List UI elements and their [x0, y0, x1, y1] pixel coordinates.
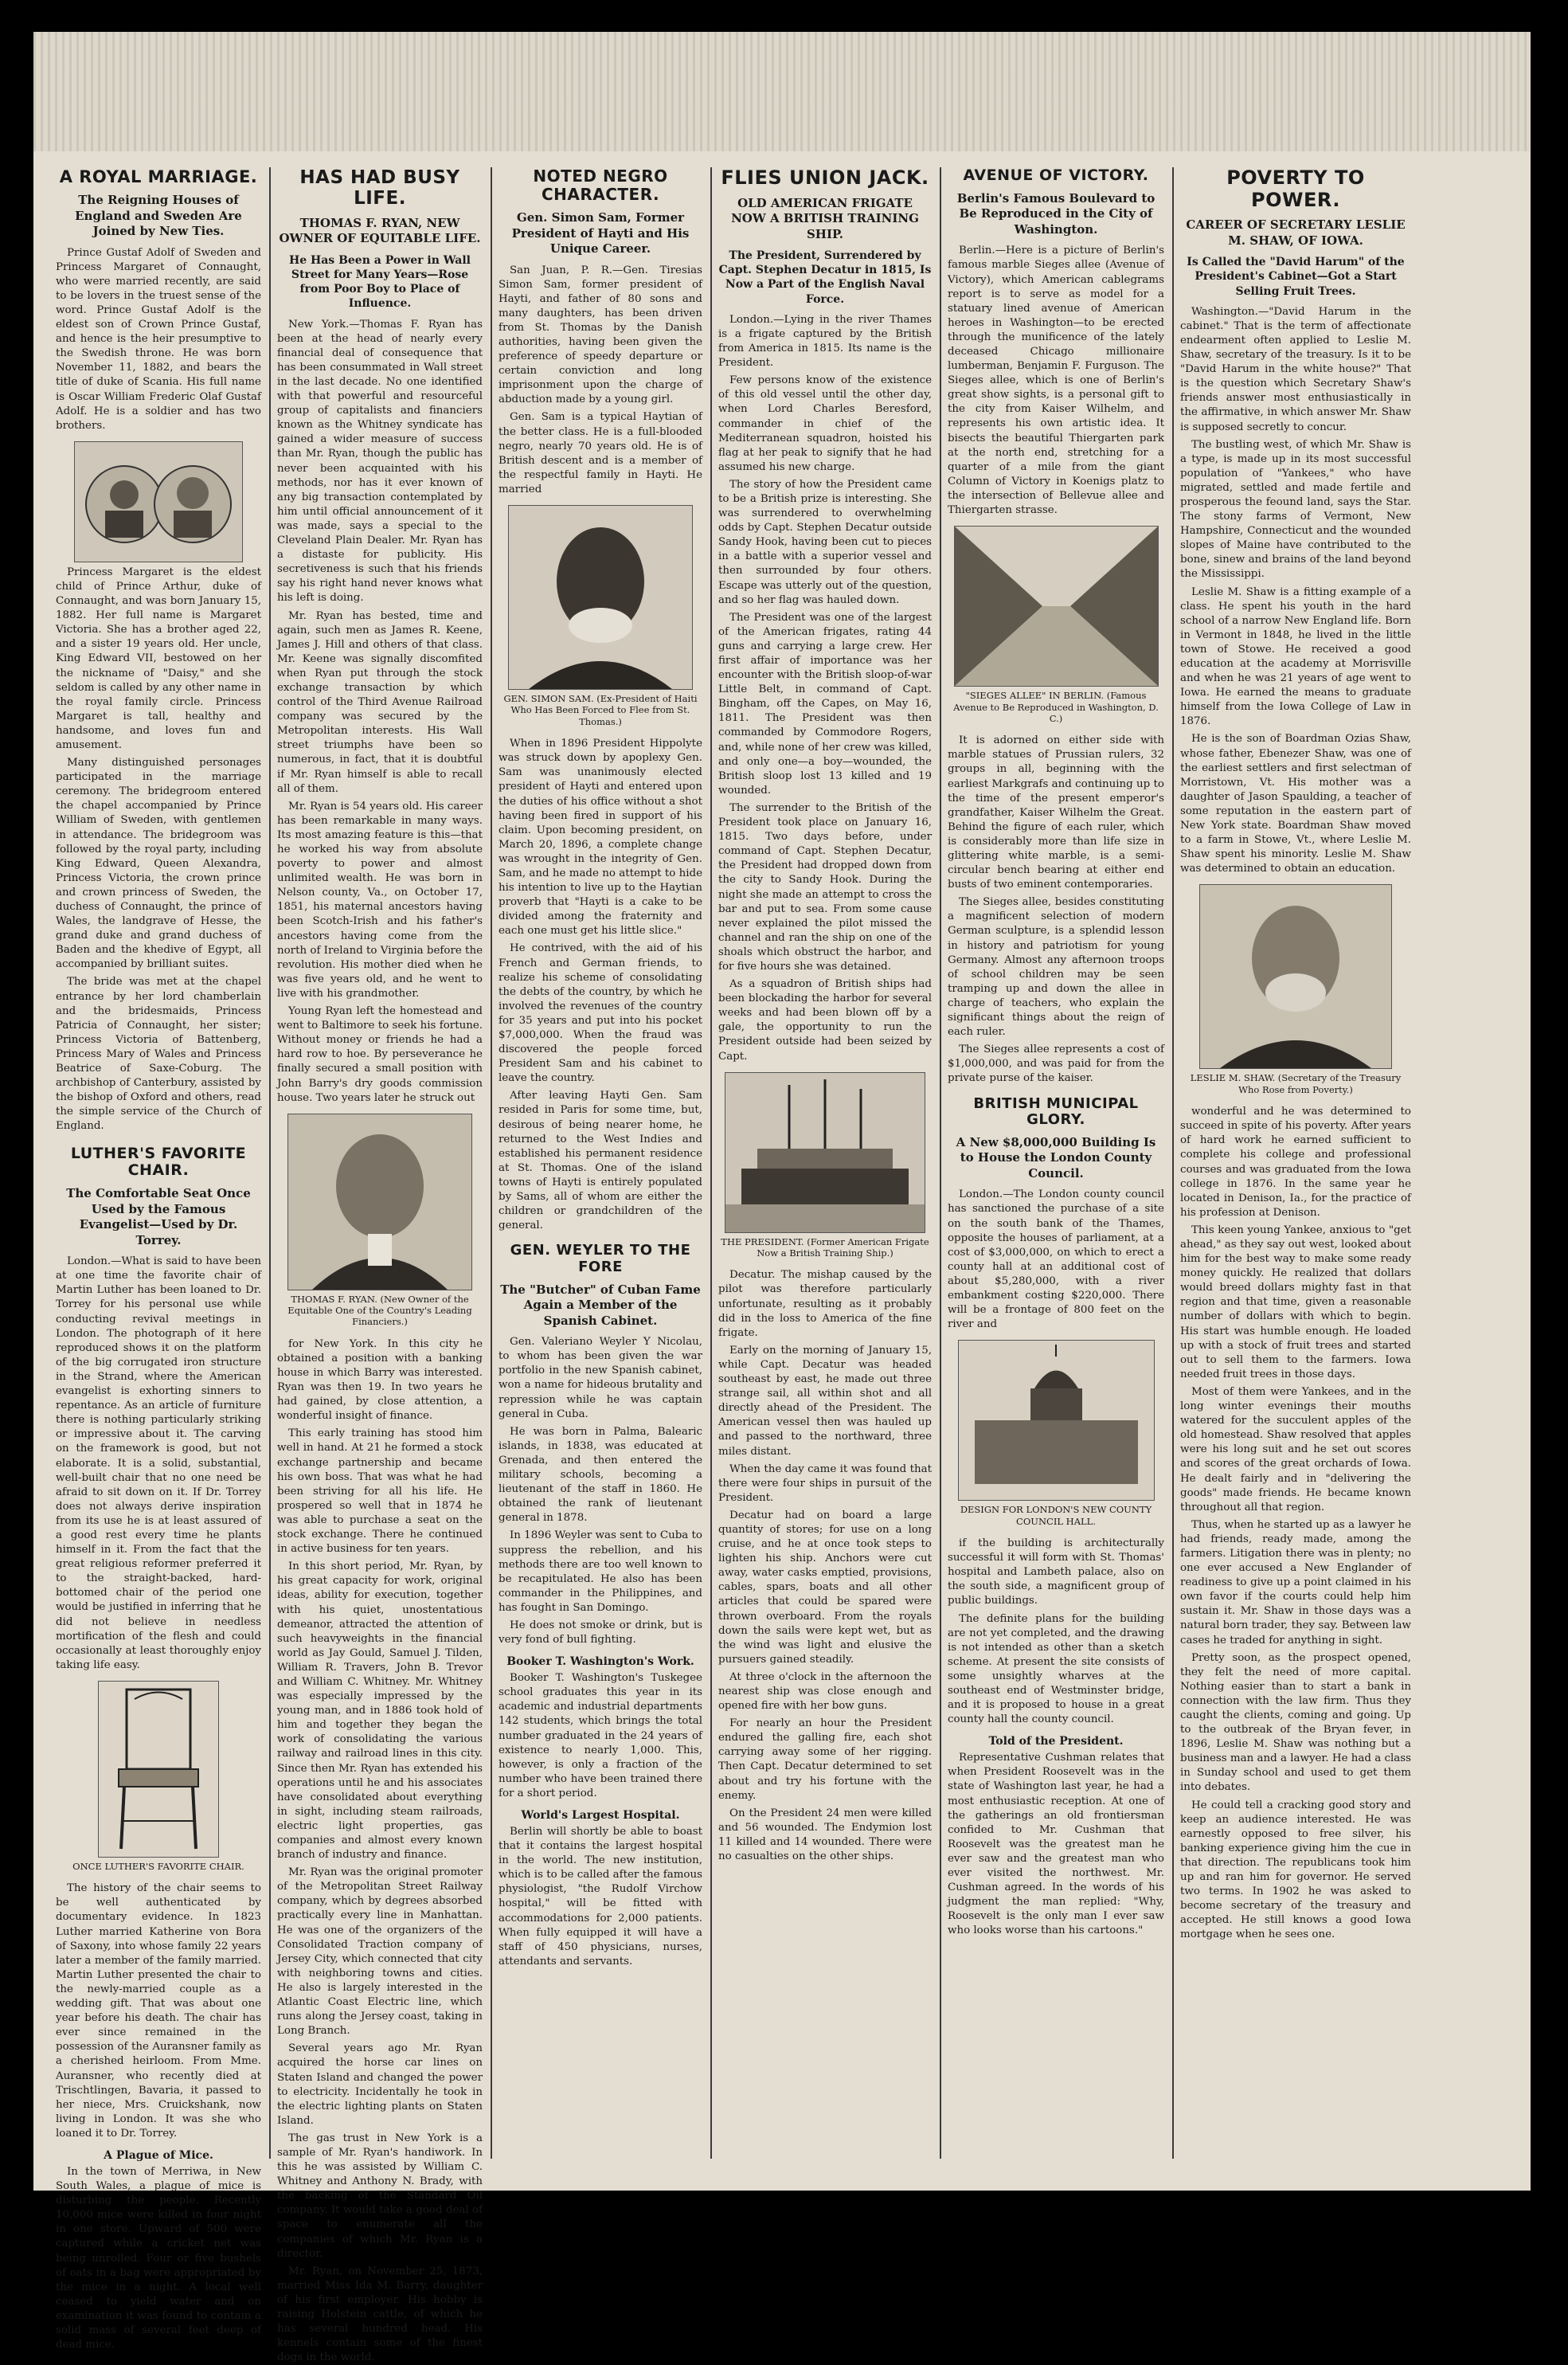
paragraph: After leaving Hayti Gen. Sam resided in Paris for some time, but, desirous of being nearer home, he returned to the West Indies and established his permanent residence at St. Thomas. One of the island towns of Hayti is entirely populated by Sams, all of whom are either the children or grandchildren of the general. — [499, 1090, 702, 1232]
column-negro-character — [499, 167, 702, 2159]
paragraph: Booker T. Washington's Tuskegee school graduates this year in its academic and industrial departments 142 students, which brings the total number graduated in the 24 years of existence to nearly 1,000. This, however, is only a fraction of the number who have been trained there for a short period. — [499, 1672, 702, 1799]
headline-avenue-victory: AVENUE OF VICTORY. — [963, 166, 1149, 184]
paragraph: In the town of Merriwa, in New South Wales, a plague of mice is disturbing the people. Recently 10,000 mice were killed in four night in one store. Upward of 500 were captured while a cricket net was being unrolled. Four or five bushels of oats in a bag were appropriated by the mice in a night. A local well ceased to yield water and on examination it was found to contain a solid mass of several feet deep of dead mice. — [56, 2165, 261, 2351]
paragraph: The gas trust in New York is a sample of Mr. Ryan's handiwork. In this he was assisted by William C. Whitney and Anthony N. Brady, with the backing of the Standard Oil company. It would take a good deal of space to enumerate all the companies of which Mr. Ryan is a director. — [277, 2132, 483, 2260]
paragraph: Mr. Ryan is 54 years old. His career has been remarkable in many ways. Its most amazing feature is this—that he worked his way from absolute poverty to power and almost unlimited wealth. He was born in Nelson county, Va., on October 17, 1851, his maternal ancestors having been Scotch-Irish and his father's ancestors having come from the north of Ireland to Virginia before the revolution. His mother died when he was five years old, and he went to live with his grandmother. — [277, 800, 483, 1000]
paragraph: He contrived, with the aid of his French and German friends, to realize his scheme of consolidating the debts of the country, by which he involved the revenues of the country for 35 years and put into his pocket $7,000,000. When the fraud was discovered the people forced President Sam and his cabinet to leave the country. — [499, 942, 702, 1085]
shaw-portrait-drawing — [1200, 885, 1391, 1068]
deck-county-council: A New $8,000,000 Building Is to House the London County Council. — [956, 1134, 1156, 1181]
paragraph: As a squadron of British ships had been blockading the harbor for several weeks and had been blown off by a gale, the opportunity to run the President outside had been seized by Capt. — [718, 978, 932, 1063]
column-royal-marriage — [56, 167, 261, 2351]
paragraph: In this short period, Mr. Ryan, by his great capacity for work, original ideas, ability for execution, together with his quiet, unostentatious demeanor, attracted the attention of such heavyweights in the financial world as Jay Gould, Samuel J. Tilden, William R. Travers, John B. Trevor and William C. Whitney. Mr. Whitney was especially impressed by the young man, and in 1886 took hold of him and together they began the work of consolidating the various railway and railroad lines in this city. Since then Mr. Ryan has extended his operations until he and his associates have consolidated about everything in sight, including steam railroads, electric light properties, gas companies and almost every known branch of industry and finance. — [277, 1560, 483, 1862]
paragraph: The Sieges allee represents a cost of $1,000,000, and was paid for from the private purse of the kaiser. — [948, 1043, 1164, 1085]
paragraph: Most of them were Yankees, and in the long winter evenings their mouths watered for the succulent apples of the old homestead. Shaw resolved that apples were his long suit and he set out scores and scores of the great orchards of Iowa. He dealt fairly and in "delivering the goods" made friends. He became known throughout all that region. — [1180, 1385, 1411, 1513]
paragraph: This keen young Yankee, anxious to "get ahead," as they say out west, looked about him for the best way to make some ready money quickly. He realized that dollars would breed dollars mighty fast in that region and that time, given a reasonable number of dollars with which to begin. His start was humble enough. He loaded up with a stock of fruit trees and started out to sell them to the farmers. Iowa needed fruit trees in those days. — [1180, 1224, 1411, 1380]
paragraph: He does not smoke or drink, but is very fond of bull fighting. — [499, 1619, 702, 1646]
caption-county-hall: DESIGN FOR LONDON'S NEW COUNTY COUNCIL HALL. — [960, 1504, 1152, 1527]
paragraph: if the building is architecturally successful it will form with St. Thomas' hospital and Lambeth palace, also on the south side, a magnificent group of public buildings. — [948, 1537, 1164, 1607]
paragraph: When in 1896 President Hippolyte was struck down by apoplexy Gen. Sam was unanimously elected president of Hayti and entered upon the duties of his office without a shot having been fired in support of his claim. Upon becoming president, on March 20, 1896, a complete change was wrought in the integrity of Gen. Sam, and he made no attempt to hide his intention to live up to the Haytian proverb that "Hayti is a cake to be divided among the fraternity and each one must get his little slice." — [499, 738, 702, 938]
paragraph: The bride was met at the chapel entrance by her lord chamberlain and the bridesmaids, Princess Patricia of Connaught, her sister; Princess Victoria of Battenberg, Princess Mary of Wales and Princess Beatrice of Saxe-Coburg. The archbishop of Canterbury, assisted by the bishop of Oxford and others, read the simple service of the Church of England. — [56, 976, 261, 1133]
luther-chair-illustration — [98, 1681, 219, 1858]
paragraph: Early on the morning of January 15, while Capt. Decatur was headed southeast by east, he made out three strange sail, all within shot and all directly ahead of the President. The American vessel then was hauled up and passed to the northward, three miles distant. — [718, 1344, 932, 1458]
paragraph: Gen. Valeriano Weyler Y Nicolau, to whom has been given the war portfolio in the new Spanish cabinet, won a name for hideous brutality and repression while he was captain general in Cuba. — [499, 1336, 702, 1420]
deck-frigate-sub: The President, Surrendered by Capt. Stephen Decatur in 1815, Is Now a Part of the English Naval Force. — [718, 249, 932, 306]
paragraph: At three o'clock in the afternoon the nearest ship was close enough and opened fire with her bow guns. — [718, 1670, 932, 1713]
headline-weyler: GEN. WEYLER TO THE FORE — [510, 1242, 691, 1275]
paragraph: Mr. Ryan has bested, time and again, such men as James R. Keene, James J. Hill and others of that class. Mr. Keene was signally discomfited when Ryan put through the stock exchange transaction by which control of the Third Avenue Railroad company was secured by the Metropolitan interests. His Wall street triumphs have been so numerous, in fact, that it is doubtful if Mr. Ryan himself is able to recall all of them. — [277, 609, 483, 795]
paragraph: The bustling west, of which Mr. Shaw is a type, is made up in its most successful population of "Yankees," who have migrated, settled and made fertile and prosperous the feound land, says the Star. The stony farms of Vermont, New Hampshire, Connecticut and the wounded slopes of Maine have contributed to the bone, sinew and brains of the land beyond the Mississippi. — [1180, 438, 1411, 581]
caption-simon-sam: GEN. SIMON SAM. (Ex-President of Haiti Who Has Been Forced to Flee from St. Thomas.) — [503, 693, 698, 727]
column-avenue-victory — [948, 167, 1164, 2159]
paragraph: Princess Margaret is the eldest child of Prince Arthur, duke of Connaught, and was born January 15, 1882. Her full name is Margaret Victoria. She has a brother aged 22, and a sister 19 years old. Her uncle, King Edward VII, bestowed on her the nickname of "Daisy," and she seldom is called by any other name in the royal family circle. Princess Margaret is tall, healthy and handsome, and loves fun and amusement. — [56, 566, 261, 751]
caption-thomas-ryan: THOMAS F. RYAN. (New Owner of the Equitable One of the Country's Leading Financiers.) — [287, 1293, 472, 1328]
portrait-illustration — [75, 442, 242, 562]
portrait-leslie-shaw — [1199, 884, 1392, 1069]
subhead-booker-washington: Booker T. Washington's Work. — [506, 1655, 694, 1669]
paragraph: He was born in Palma, Balearic islands, in 1838, was educated at Grenada, and then entered the military schools, becoming a lieutenant of the staff in 1860. He obtained the rank of lieutenant general in 1878. — [499, 1425, 702, 1525]
headline-union-jack: FLIES UNION JACK. — [721, 166, 929, 189]
paragraph: Pretty soon, as the prospect opened, they felt the need of more capital. Nothing easier than to start a bank in connection with the law firm. Thus they caught the clients, coming and going. Up to the outbreak of the Bryan fever, in 1896, Leslie M. Shaw was nothing but a business man and a lawyer. He had a class in Sunday school and used to get them into debates. — [1180, 1651, 1411, 1794]
paragraph: On the President 24 men were killed and 56 wounded. The Endymion lost 11 killed and 14 wounded. There were no casualties on the other ships. — [718, 1807, 932, 1863]
subhead-largest-hospital: World's Largest Hospital. — [521, 1809, 680, 1822]
paragraph: Mr. Ryan, on November 25, 1873, married Miss Ida M. Barry, daughter of his first employer. His hobby is raising Holstein cattle, of which he has several hundred head. His kennels contain some of the finest dogs in the world. — [277, 2265, 483, 2364]
paragraph: In 1896 Weyler was sent to Cuba to suppress the rebellion, and his methods there are too well known to be recapitulated. He also has been commander in the Philippines, and has fought in San Domingo. — [499, 1529, 702, 1614]
column-busy-life — [277, 167, 483, 2364]
chair-drawing — [99, 1682, 218, 1857]
royal-couple-portraits — [74, 441, 243, 562]
paragraph: Many distinguished personages participated in the marriage ceremony. The bridegroom entered the chapel accompanied by Prince William of Sweden, with gentlemen in attendance. The bridegroom was followed by the royal party, including King Edward, Queen Alexandra, Princess Victoria, the crown prince and crown princess of Sweden, the duchess of Connaught, the prince of Wales, the landgrave of Hesse, the grand duke and grand duchess of Baden and the khedive of Egypt, all accompanied by brilliant suites. — [56, 757, 261, 971]
subhead-told-of-president: Told of the President. — [988, 1735, 1124, 1748]
paragraph: The definite plans for the building are not yet completed, and the drawing is not intended as other than a sketch scheme. At present the site consists of some unsightly wharves at the southeast end of Westminster bridge, and it is proposed to house in a great county hall the county council. — [948, 1612, 1164, 1726]
subhead-plague-of-mice: A Plague of Mice. — [104, 2148, 213, 2162]
paragraph: The President was one of the largest of the American frigates, rating 44 guns and carrying a large crew. Her first affair of importance was her encounter with the British sloop-of-war Little Belt, in command of Capt. Bingham, off the Capes, on May 16, 1811. The President was then commanded by Commodore Rogers, and, while none of her crew was killed, and only one—a boy—wounded, the British sloop lost 13 killed and 19 wounded. — [718, 611, 932, 797]
deck-shaw-sub: Is Called the "David Harum" of the President's Cabinet—Got a Start Selling Fruit Trees. — [1187, 256, 1405, 298]
caption-luther-chair: ONCE LUTHER'S FAVORITE CHAIR. — [72, 1860, 244, 1872]
paragraph: When the day came it was found that there were four ships in pursuit of the President. — [718, 1462, 932, 1504]
paragraph: London.—What is said to have been at one time the favorite chair of Martin Luther has been loaned to Dr. Torrey for his personal use while conducting revival meetings in London. The photograph of it here reproduced shows it on the platform of the big corrugated iron structure in the Strand, where the American evangelist is exhorting sinners to repentance. As an article of furniture there is nothing particularly striking or impressive about it. The carving on the framework is good, but not elaborate. It is a solid, substantial, well-built chair that no one need be afraid to sit down on it. If Dr. Torrey does not always derive inspiration from its use he is at least assured of a good rest every time he plants himself in it. From the fact that the great religious reformer preferred it to the straight-backed, hard-bottomed chair of the period one would be justified in inferring that he did not believe in needless mortification of the flesh and could occasionally at least thoroughly enjoy taking life easy. — [56, 1255, 261, 1671]
headline-poverty-power: POVERTY TO POWER. — [1226, 166, 1365, 211]
paragraph: Decatur. The mishap caused by the pilot was therefore particularly unfortunate, resulting as it probably did in the loss to America of the fine frigate. — [718, 1269, 932, 1339]
paragraph: New York.—Thomas F. Ryan has been at the head of nearly every financial deal of consequence that has been consummated in Wall street in the last decade. No one identified with that powerful and resourceful group of capitalists and financiers known as the Whitney syndicate has gained a wider measure of success than Mr. Ryan, though the public has never been acquainted with his methods, nor has it ever known of any big transaction contemplated by him until official announcement of it was made, says a special to the Cleveland Plain Dealer. Mr. Ryan has a distaste for publicity. His secretiveness is such that his friends say his right hand never knows what his left is doing. — [277, 318, 483, 605]
paragraph: Leslie M. Shaw is a fitting example of a class. He spent his youth in the hard school of a narrow New England life. Born in Vermont in 1848, he lived in the little town of Stowe. He received a good education at the academy at Morrisville and when he was 21 years of age went to Iowa. He earned the means to graduate himself from the Iowa College of Law in 1876. — [1180, 585, 1411, 728]
column-rule — [940, 167, 941, 2159]
paragraph: wonderful and he was determined to succeed in spite of his poverty. After years of hard work he earned sufficient to complete his college and professional courses and was graduated from the Iowa college in 1876. In the same year he located in Denison, Ia., for the practice of his profession at Denison. — [1180, 1106, 1411, 1219]
frigate-president-illustration — [725, 1072, 925, 1233]
paragraph: Thus, when he started up as a lawyer he had friends, ready made, among the farmers. Litigation there was in plenty; no one ever accused a New Englander of readiness to give up a point claimed in his own favor if the courts could help him sustain it. Mr. Shaw in those days was a natural born trader, they say. Between law cases he traded for anything in sight. — [1180, 1518, 1411, 1646]
paragraph: for New York. In this city he obtained a position with a banking house in which Barry was interested. Ryan was then 19. In two years he had gained, by close attention, a wonderful insight of finance. — [277, 1337, 483, 1423]
headline-noted-character: NOTED NEGRO CHARACTER. — [533, 166, 668, 204]
paragraph: Gen. Sam is a typical Haytian of the better class. He is a full-blooded negro, nearly 70 years old. He is of British descent and is a member of the respectful family in Hayti. He married — [499, 411, 702, 495]
ship-drawing — [725, 1073, 925, 1232]
column-rule — [269, 167, 271, 2159]
caption-sieges-allee: "SIEGES ALLEE" IN BERLIN. (Famous Avenue to Be Reproduced in Washington, D. C.) — [953, 690, 1159, 724]
deck-ryan-sub: He Has Been a Power in Wall Street for Many Years—Rose from Poor Boy to Place of Influence. — [289, 253, 471, 311]
deck-shaw: CAREER OF SECRETARY LESLIE M. SHAW, OF IOWA. — [1186, 217, 1406, 248]
sieges-allee-illustration — [954, 526, 1159, 687]
deck-royal-marriage: The Reigning Houses of England and Sweden Are Joined by New Ties. — [75, 193, 242, 239]
county-hall-design-illustration — [958, 1340, 1155, 1501]
ryan-portrait-drawing — [288, 1114, 471, 1290]
deck-luther-chair: The Comfortable Seat Once Used by the Famous Evangelist—Used by Dr. Torrey. — [66, 1186, 251, 1247]
paragraph: He is the son of Boardman Ozias Shaw, whose father, Ebenezer Shaw, was one of the earliest settlers and first selectman of Morristown, Vt. His mother was a daughter of Jason Spaulding, a teacher of some reputation in the eastern part of New York state. Boardman Shaw moved to a farm in Stowe, Vt., where Leslie M. Shaw spent his minority. Leslie M. Shaw was determined to obtain an education. — [1180, 733, 1411, 875]
caption-leslie-shaw: LESLIE M. SHAW. (Secretary of the Treasury Who Rose from Poverty.) — [1190, 1072, 1402, 1095]
paragraph: He could tell a cracking good story and keep an audience interested. He was earnestly opposed to free silver, his banking experience giving him the cue in that direction. The republicans took him up and ran him for governor. He served two terms. In 1902 he was asked to become secretary of the treasury and accepted. He still knows a good Iowa mortgage when he sees one. — [1180, 1799, 1411, 1941]
paragraph: The history of the chair seems to be well authenticated by documentary evidence. In 1823 Luther married Katherine von Bora of Saxony, into whose family 22 years later a member of the family married. Martin Luther presented the chair to the newly-married couple as a wedding gift. That was about one year before his death. The chair has ever since remained in the possession of the Auransner family as a cherished heirloom. From Mme. Auransner, who recently died at Trischtlingen, Bavaria, it passed to her niece, Mrs. Cruickshank, now living in London. It was she who loaned it to Dr. Torrey. — [56, 1882, 261, 2140]
column-union-jack — [718, 167, 932, 2159]
county-hall-drawing — [959, 1341, 1154, 1500]
paragraph: The story of how the President came to be a British prize is interesting. She was surrendered to overwhelming odds by Capt. Stephen Decatur outside Sandy Hook, having been cut to pieces in a battle with a superior vessel and then surrounded by four others. Escape was utterly out of the question, and so her flag was hauled down. — [718, 478, 932, 606]
column-rule — [491, 167, 492, 2159]
headline-municipal-glory: BRITISH MUNICIPAL GLORY. — [973, 1094, 1139, 1129]
deck-simon-sam: Gen. Simon Sam, Former President of Hayti and His Unique Career. — [511, 210, 690, 256]
paragraph: It is adorned on either side with marble statues of Prussian rulers, 32 groups in all, beginning with the earliest Markgrafs and continuing up to the time of the present emperor's grandfather, Kaiser Wilhelm the Great. Behind the figure of each ruler, which is considerably more than life size in glittering white marble, is a semi-circular bench bearing at either end busts of two eminent contemporaries. — [948, 734, 1164, 891]
paragraph: San Juan, P. R.—Gen. Tiresias Simon Sam, former president of Hayti, and father of 80 sons and many daughters, has been driven from St. Thomas by the Danish authorities, having been given the preference of speedy departure or certain conviction and long imprisonment upon the charge of abduction made by a young girl. — [499, 264, 702, 406]
paragraph: The surrender to the British of the President took place on January 16, 1815. Two days before, under command of Capt. Stephen Decatur, the President had dropped down from the city to Sandy Hook. During the night she made an attempt to cross the bar and put to sea. From some cause never explained the pilot missed the channel and ran the ship on one of the shoals which obstruct the harbor, and for five hours she was detained. — [718, 801, 932, 973]
paragraph: Decatur had on board a large quantity of stores; for use on a long cruise, and he at once took steps to lighten his ship. Anchors were cut away, water casks emptied, provisions, cables, spars, boats and all other articles that could be spared were thrown overboard. From the royals down the sails were kept wet, but as the wind was light and elusive the pursuers gained steadily. — [718, 1509, 932, 1666]
portrait-simon-sam — [508, 505, 693, 690]
column-poverty-power — [1180, 167, 1411, 2159]
headline-luther-chair: LUTHER'S FAVORITE CHAIR. — [70, 1144, 247, 1180]
deck-ryan: THOMAS F. RYAN, NEW OWNER OF EQUITABLE LIFE. — [279, 215, 481, 246]
paragraph: Mr. Ryan was the original promoter of the Metropolitan Street Railway company, which by degrees absorbed practically every line in Manhattan. He was one of the organizers of the Consolidated Traction company of Jersey City, which connected that city with neighboring towns and cities. He also is largely interested in the Atlantic Coast Electric line, which runs along the Jersey coast, taking in Long Branch. — [277, 1866, 483, 2038]
avenue-drawing — [955, 527, 1158, 686]
sam-portrait-drawing — [509, 506, 692, 689]
newspaper-page — [33, 32, 1531, 2364]
caption-frigate: THE PRESIDENT. (Former American Frigate Now a British Training Ship.) — [721, 1235, 929, 1259]
deck-frigate: OLD AMERICAN FRIGATE NOW A BRITISH TRAINING SHIP. — [731, 195, 919, 241]
deck-avenue: Berlin's Famous Boulevard to Be Reproduced in the City of Washington. — [956, 190, 1155, 237]
paragraph: For nearly an hour the President endured the galling fire, each shot carrying away some of her rigging. Then Capt. Decatur determined to set about and try his fortune with the enemy. — [718, 1717, 932, 1802]
portrait-thomas-ryan — [287, 1114, 472, 1290]
paragraph: Several years ago Mr. Ryan acquired the horse car lines on Staten Island and changed the power to electricity. Incidentally he took in the electric lighting plants on Staten Island. — [277, 2042, 483, 2127]
column-rule — [1172, 167, 1174, 2159]
paragraph: Prince Gustaf Adolf of Sweden and Princess Margaret of Connaught, who were married recently, are said to be lovers in the truest sense of the word. Prince Gustaf Adolf is the eldest son of Crown Prince Gustaf, and hence is the heir presumptive to the Swedish throne. He was born November 11, 1882, and bears the title of duke of Scania. His full name is Oscar William Frederic Olaf Gustaf Adolf. He is a soldier and has two brothers. — [56, 246, 261, 432]
paragraph: Washington.—"David Harum in the cabinet." That is the term of affectionate endearment often applied to Leslie M. Shaw, secretary of the treasury. Is it to be "David Harum in the white house?" That is the question which Secretary Shaw's friends answer most enthusiastically in the affirmative, in which answer Mr. Shaw is supposed secretly to concur. — [1180, 305, 1411, 433]
paragraph: Young Ryan left the homestead and went to Baltimore to seek his fortune. Without money or friends he had a hard row to hoe. By perseverance he finally secured a small position with John Barry's dry goods commission house. Two years later he struck out — [277, 1005, 483, 1104]
paragraph: Berlin will shortly be able to boast that it contains the largest hospital in the world. The new institution, which is to be called after the famous physiologist, "the Rudolf Virchow hospital," will be fitted with accommodations for 2,000 patients. When fully equipped it will have a staff of 450 physicians, nurses, attendants and servants. — [499, 1826, 702, 1968]
paragraph: Few persons know of the existence of this old vessel until the other day, when Lord Charles Beresford, commander in chief of the Mediterranean squadron, hoisted his flag at her peak to signify that he had assumed his new charge. — [718, 374, 932, 473]
paragraph: London.—Lying in the river Thames is a frigate captured by the British from America in 1815. Its name is the President. — [718, 313, 932, 370]
column-rule — [710, 167, 712, 2159]
paragraph: London.—The London county council has sanctioned the purchase of a site on the south bank of the Thames, opposite the houses of parliament, at a cost of $3,000,000, on which to erect a county hall at an additional cost of about $5,280,000, with a river embankment costing $220,000. There will be a frontage of 800 feet on the river and — [948, 1188, 1164, 1331]
headline-royal-marriage: A ROYAL MARRIAGE. — [59, 167, 258, 186]
torn-top-strip — [33, 32, 1531, 151]
paragraph: This early training has stood him well in hand. At 21 he formed a stock exchange partnership and became his own boss. That was what he had been striving for all his life. He prospered so well that in 1874 he was able to purchase a seat on the stock exchange. There he continued in active business for ten years. — [277, 1427, 483, 1556]
deck-weyler: The "Butcher" of Cuban Fame Again a Member of the Spanish Cabinet. — [500, 1282, 701, 1328]
paragraph: Representative Cushman relates that when President Roosevelt was in the state of Washington last year, he had a most enthusiastic reception. At one of the gatherings an old frontiersman confided to Mr. Cushman that Roosevelt was the greatest man he ever saw and the greatest man who ever visited the northwest. Mr. Cushman agreed. In the words of his judgment the man replied: "Why, Roosevelt is the only man I ever saw who looks worse than his cartoons." — [948, 1752, 1164, 1937]
paragraph: Berlin.—Here is a picture of Berlin's famous marble Sieges allee (Avenue of Victory), which American cablegrams report is to serve as model for a statuary lined avenue of American heroes in Washington—to be erected through the munificence of the lately deceased Chicago millionaire lumberman, Benjamin F. Furguson. The Sieges allee, which is one of Berlin's great show sights, is a personal gift to the city from Kaiser Wilhelm, and represents his own artistic idea. It bisects the beautiful Thiergarten park at the north end, stretching for a quarter of a mile from the giant Column of Victory in Koenigs platz to the intersection of Bellevue allee and Thiergarten strasse. — [948, 245, 1164, 517]
paragraph: The Sieges allee, besides constituting a magnificent selection of modern German sculpture, is a splendid lesson in history and patriotism for young Germany. Almost any afternoon troops of school children may be seen tramping up and down the allee in charge of teachers, who explain the significant things about the reign of each ruler. — [948, 896, 1164, 1039]
headline-busy-life: HAS HAD BUSY LIFE. — [299, 167, 460, 209]
